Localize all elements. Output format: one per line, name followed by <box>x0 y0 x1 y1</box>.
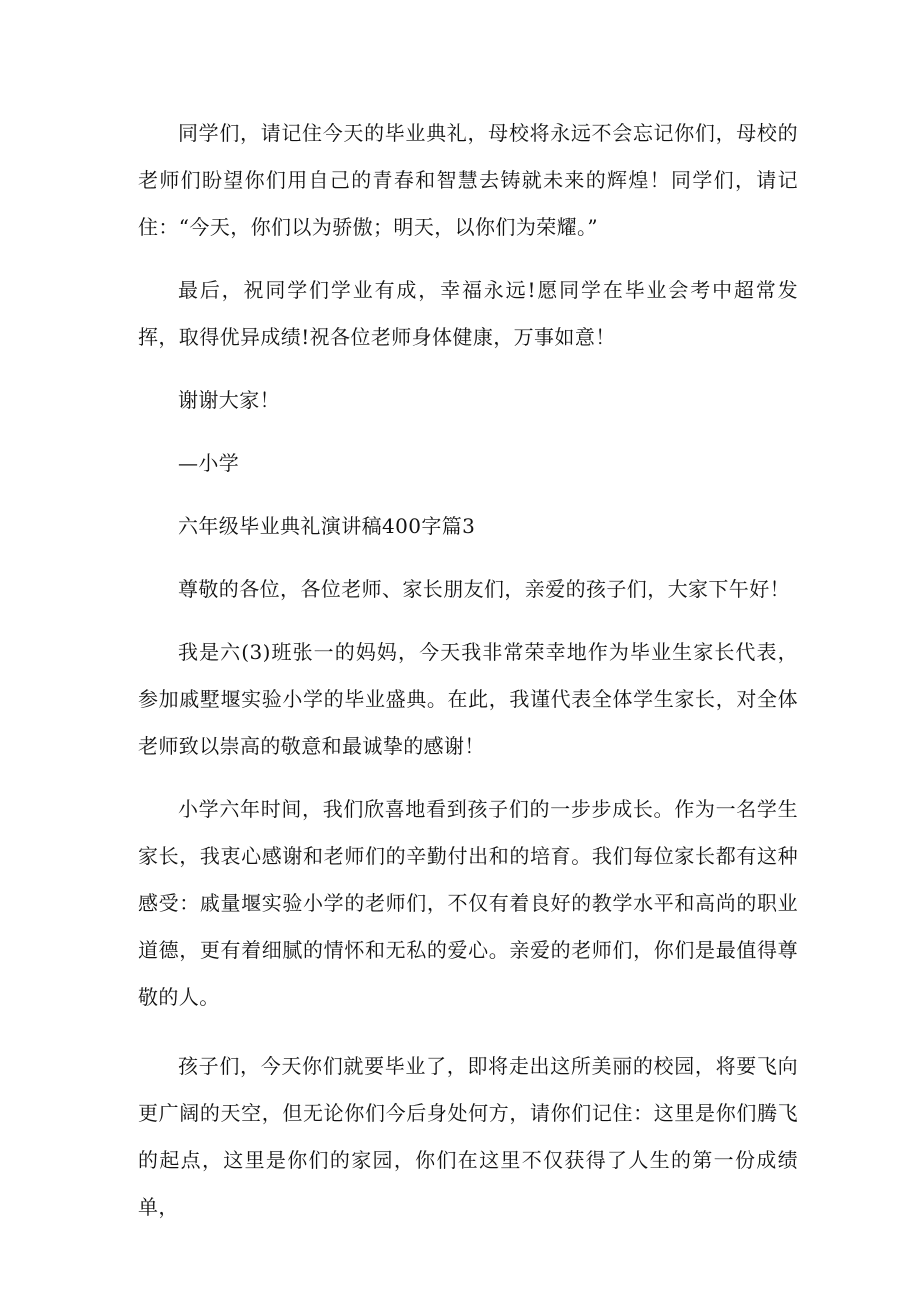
paragraph-final-wishes: 最后，祝同学们学业有成，幸福永远!愿同学在毕业会考中超常发挥，取得优异成绩!祝各位老师身体健康，万事如意！ <box>138 278 798 349</box>
paragraph-remember-ceremony: 同学们，请记住今天的毕业典礼，母校将永远不会忘记你们，母校的老师们盼望你们用自己的青春和智慧去铸就未来的辉煌！同学们，请记住：“今天，你们以为骄傲；明天，以你们为荣耀。” <box>138 121 798 239</box>
paragraph-gratitude: 小学六年时间，我们欣喜地看到孩子们的一步步成长。作为一名学生家长，我衷心感谢和老师们的辛勤付出和的培育。我们每位家长都有这种感受：戚量堰实验小学的老师们，不仅有着良好的教学水平和高尚的职业道德，更有着细腻的情怀和无私的爱心。亲爱的老师们，你们是最值得尊敬的人。 <box>138 797 798 1009</box>
paragraph-thanks: 谢谢大家！ <box>178 388 280 412</box>
section-heading: 六年级毕业典礼演讲稿400字篇3 <box>178 514 476 538</box>
paragraph-to-children: 孩子们，今天你们就要毕业了，即将走出这所美丽的校园，将要飞向更广阔的天空，但无论你们今后身处何方，请你们记住：这里是你们腾飞的起点，这里是你们的家园，你们在这里不仅获得了人生的第一份成绩单， <box>138 1054 798 1219</box>
paragraph-signature: —小学 <box>178 451 240 475</box>
document-body <box>138 110 798 1231</box>
paragraph-introduction: 我是六(3)班张一的妈妈，今天我非常荣幸地作为毕业生家长代表，参加戚墅堰实验小学的毕业盛典。在此，我谨代表全体学生家长，对全体老师致以崇高的敬意和最诚挚的感谢！ <box>138 640 798 758</box>
paragraph-greeting: 尊敬的各位，各位老师、家长朋友们，亲爱的孩子们，大家下午好！ <box>178 577 790 601</box>
